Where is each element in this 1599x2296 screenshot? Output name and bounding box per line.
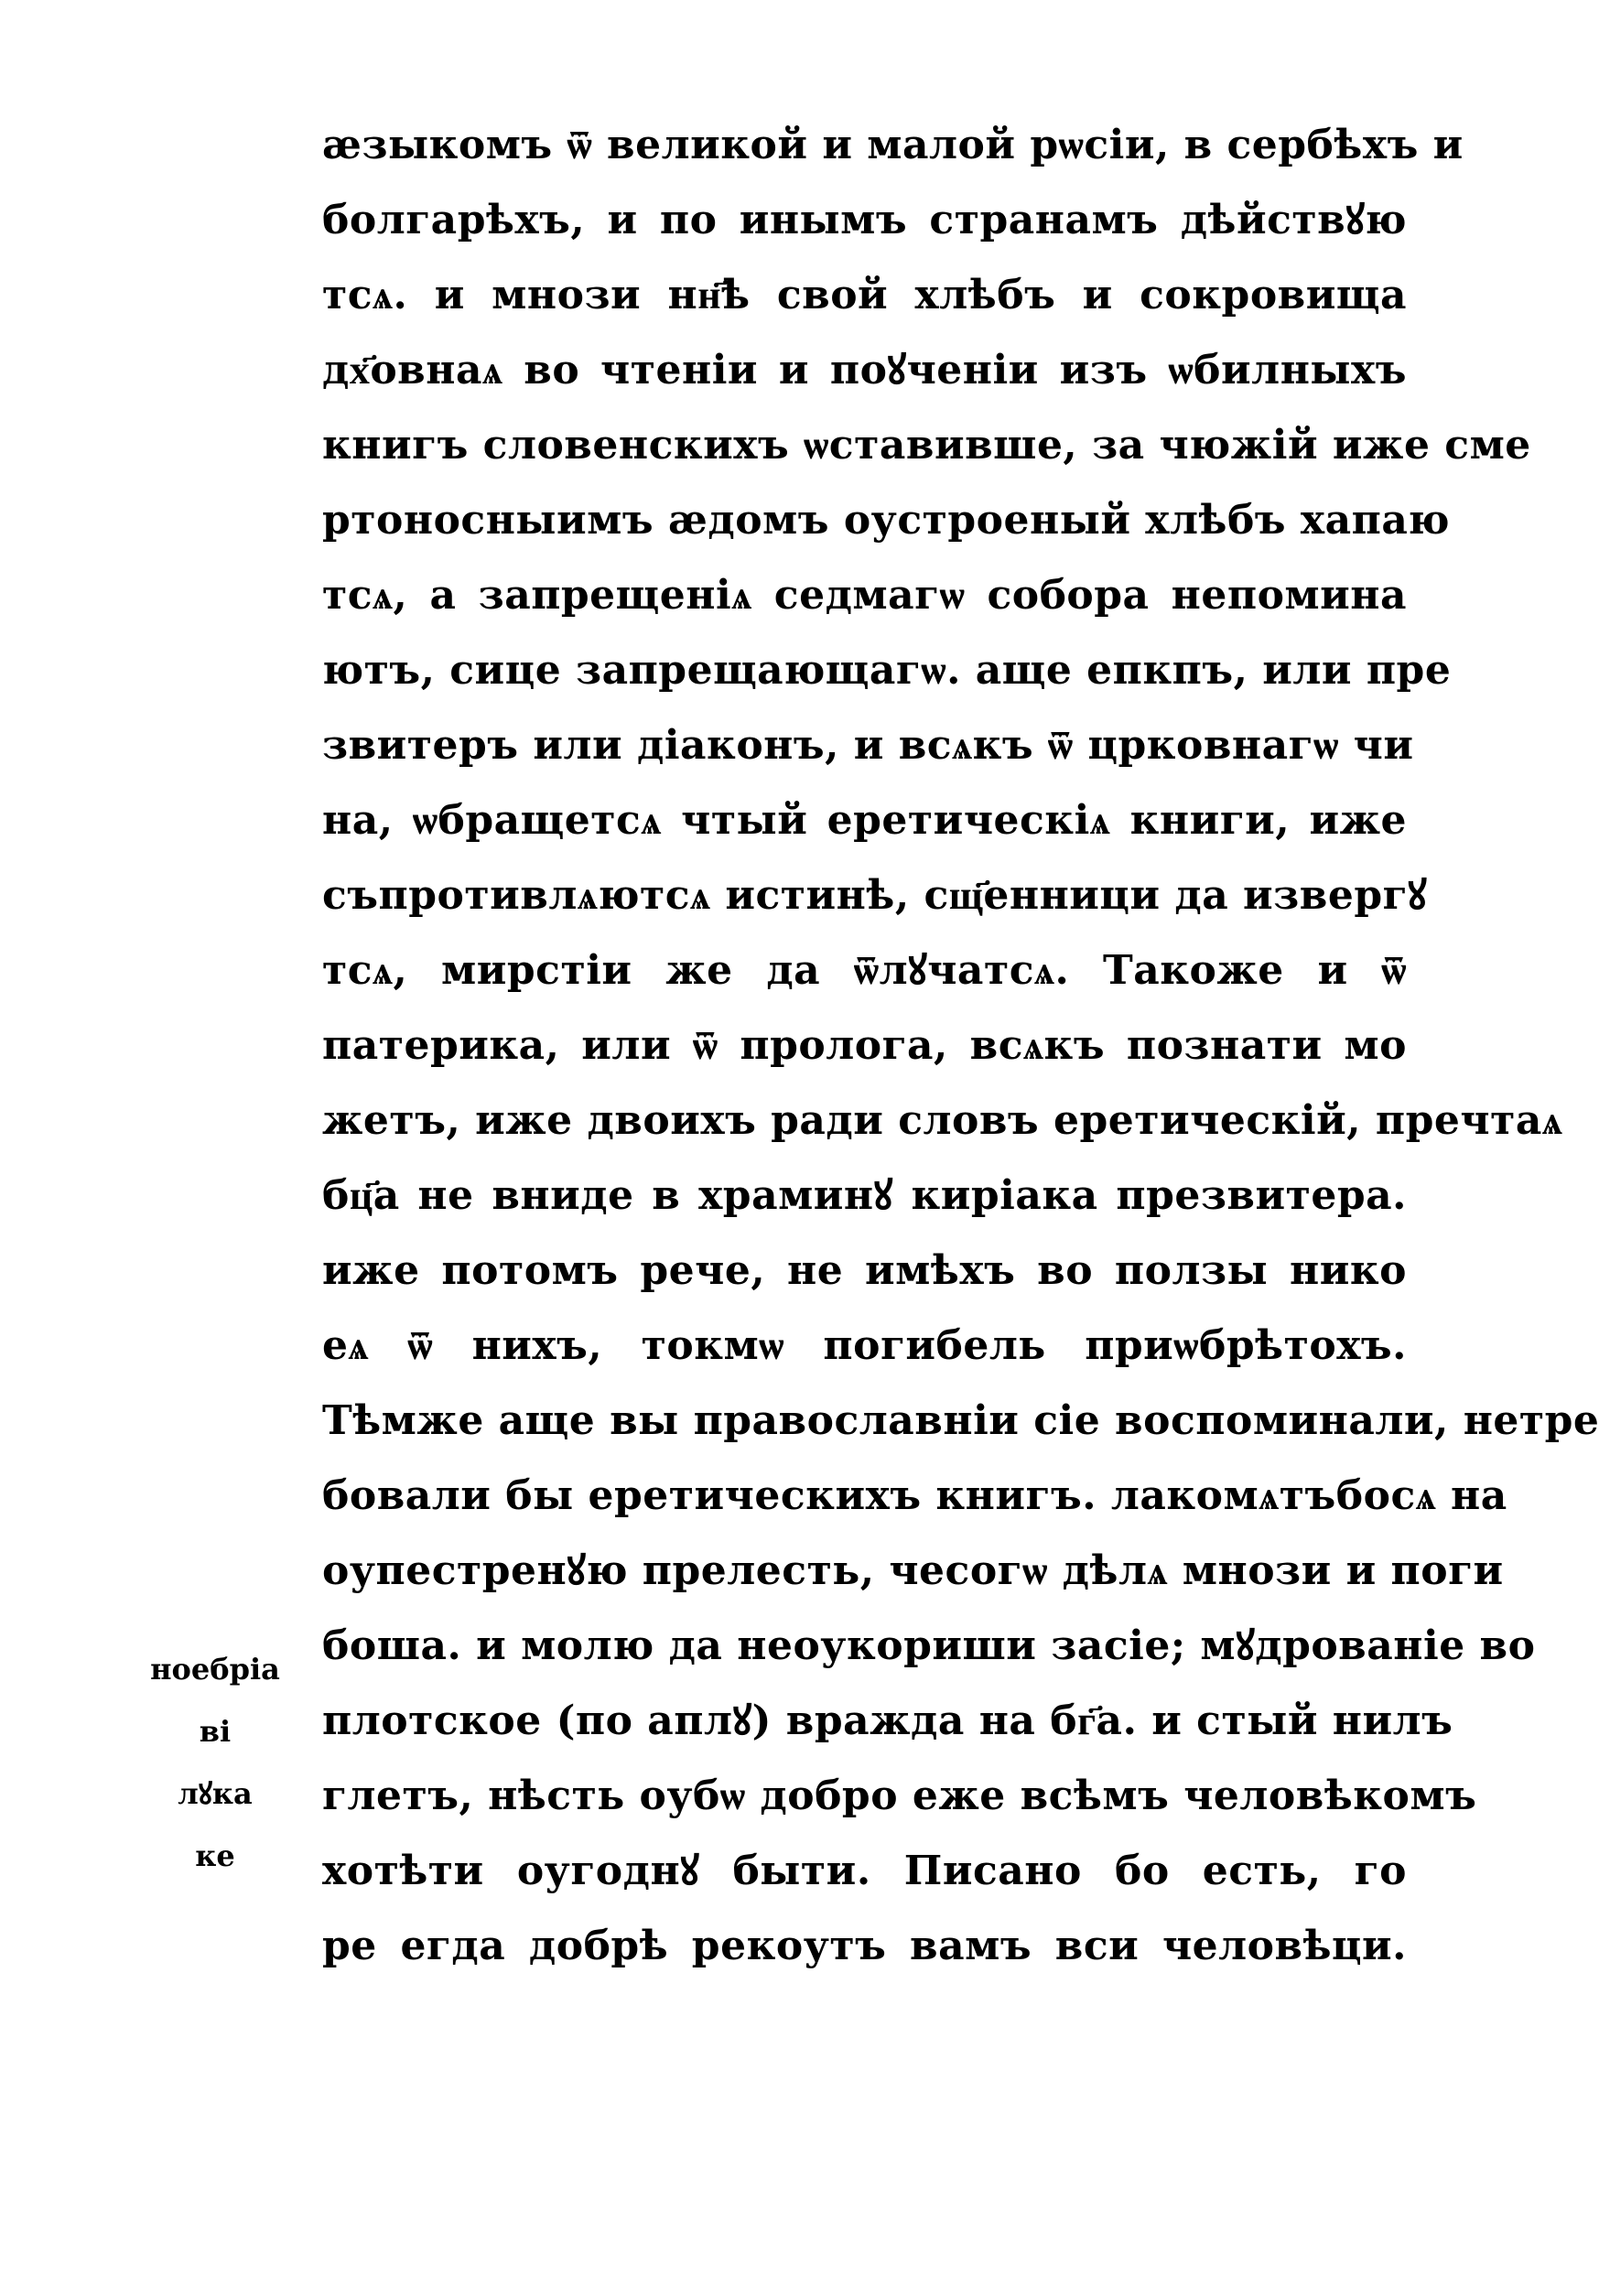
text-line: тсѧ. и мнози нн҃ѣ свой хлѣбъ и сокровища [322,272,1407,318]
text-line: жетъ, иже двоихъ ради словъ еретическій, пречтаѧ [322,1097,1563,1144]
margin-note-month: ноебріа [150,1652,280,1687]
text-line: бц҃а не вниде в храминꙋ киріака презвитера. [322,1172,1407,1219]
text-line: хотѣти оугоднꙋ быти. Писано бо есть, го [322,1848,1407,1894]
text-line: патерика, или ѿ пролога, всѧкъ познати мо [322,1022,1407,1069]
margin-notes [137,1638,293,1887]
main-text-block [322,108,1599,1984]
text-line: ютъ, сице запрещающагѡ. аще епкпъ, или пре [322,647,1452,694]
text-line: оупестренꙋю прелесть, чесогѡ дѣлѧ мнози и поги [322,1547,1504,1594]
text-line: дх҃овнаѧ во чтеніи и поꙋченіи изъ ѡбилныхъ [322,347,1407,393]
text-line: звитеръ или діаконъ, и всѧкъ ѿ црковнагѡ чи [322,722,1414,769]
text-line: плотское (по аплꙋ) вражда на бг҃а. и стый нилъ [322,1698,1453,1744]
text-line: бовали бы еретическихъ книгъ. лакомѧтъбосѧ на [322,1472,1507,1519]
margin-note-day: ві [199,1714,232,1749]
text-line: съпротивлѧютсѧ истинѣ, сщ҃енници да извергꙋ [322,872,1428,919]
margin-note-reading: ке [195,1838,235,1873]
margin-note-gospel: лꙋка [178,1776,253,1811]
text-line: глетъ, нѣсть оубѡ добро еже всѣмъ человѣкомъ [322,1773,1477,1819]
text-line: еѧ ѿ нихъ, токмѡ погибель приѡбрѣтохъ. [322,1322,1407,1369]
text-line: болгарѣхъ, и по инымъ странамъ дѣйствꙋю [322,197,1407,243]
text-line: Тѣмже аще вы православніи сіе воспоминали, нетре [322,1397,1599,1444]
text-line: иже потомъ рече, не имѣхъ во ползы нико [322,1247,1407,1294]
text-line: ӕзыкомъ ѿ великой и малой рѡсіи, в сербѣхъ и [322,122,1464,168]
text-line: на, ѡбращетсѧ чтый еретическіѧ книги, иже [322,797,1407,844]
text-line: ртоносныимъ ӕдомъ оустроеный хлѣбъ хапаю [322,497,1450,544]
text-line: тсѧ, мирстіи же да ѿлꙋчатсѧ. Такоже и ѿ [322,947,1407,994]
text-line: боша. и молю да неоукориши засіе; мꙋдрованіе во [322,1622,1536,1669]
text-line: ре егда добрѣ рекоутъ вамъ вси человѣци. [322,1923,1407,1969]
text-line: книгъ словенскихъ ѡставивше, за чюжій иже сме [322,422,1531,469]
text-line: тсѧ, а запрещеніѧ седмагѡ собора непомина [322,572,1407,619]
